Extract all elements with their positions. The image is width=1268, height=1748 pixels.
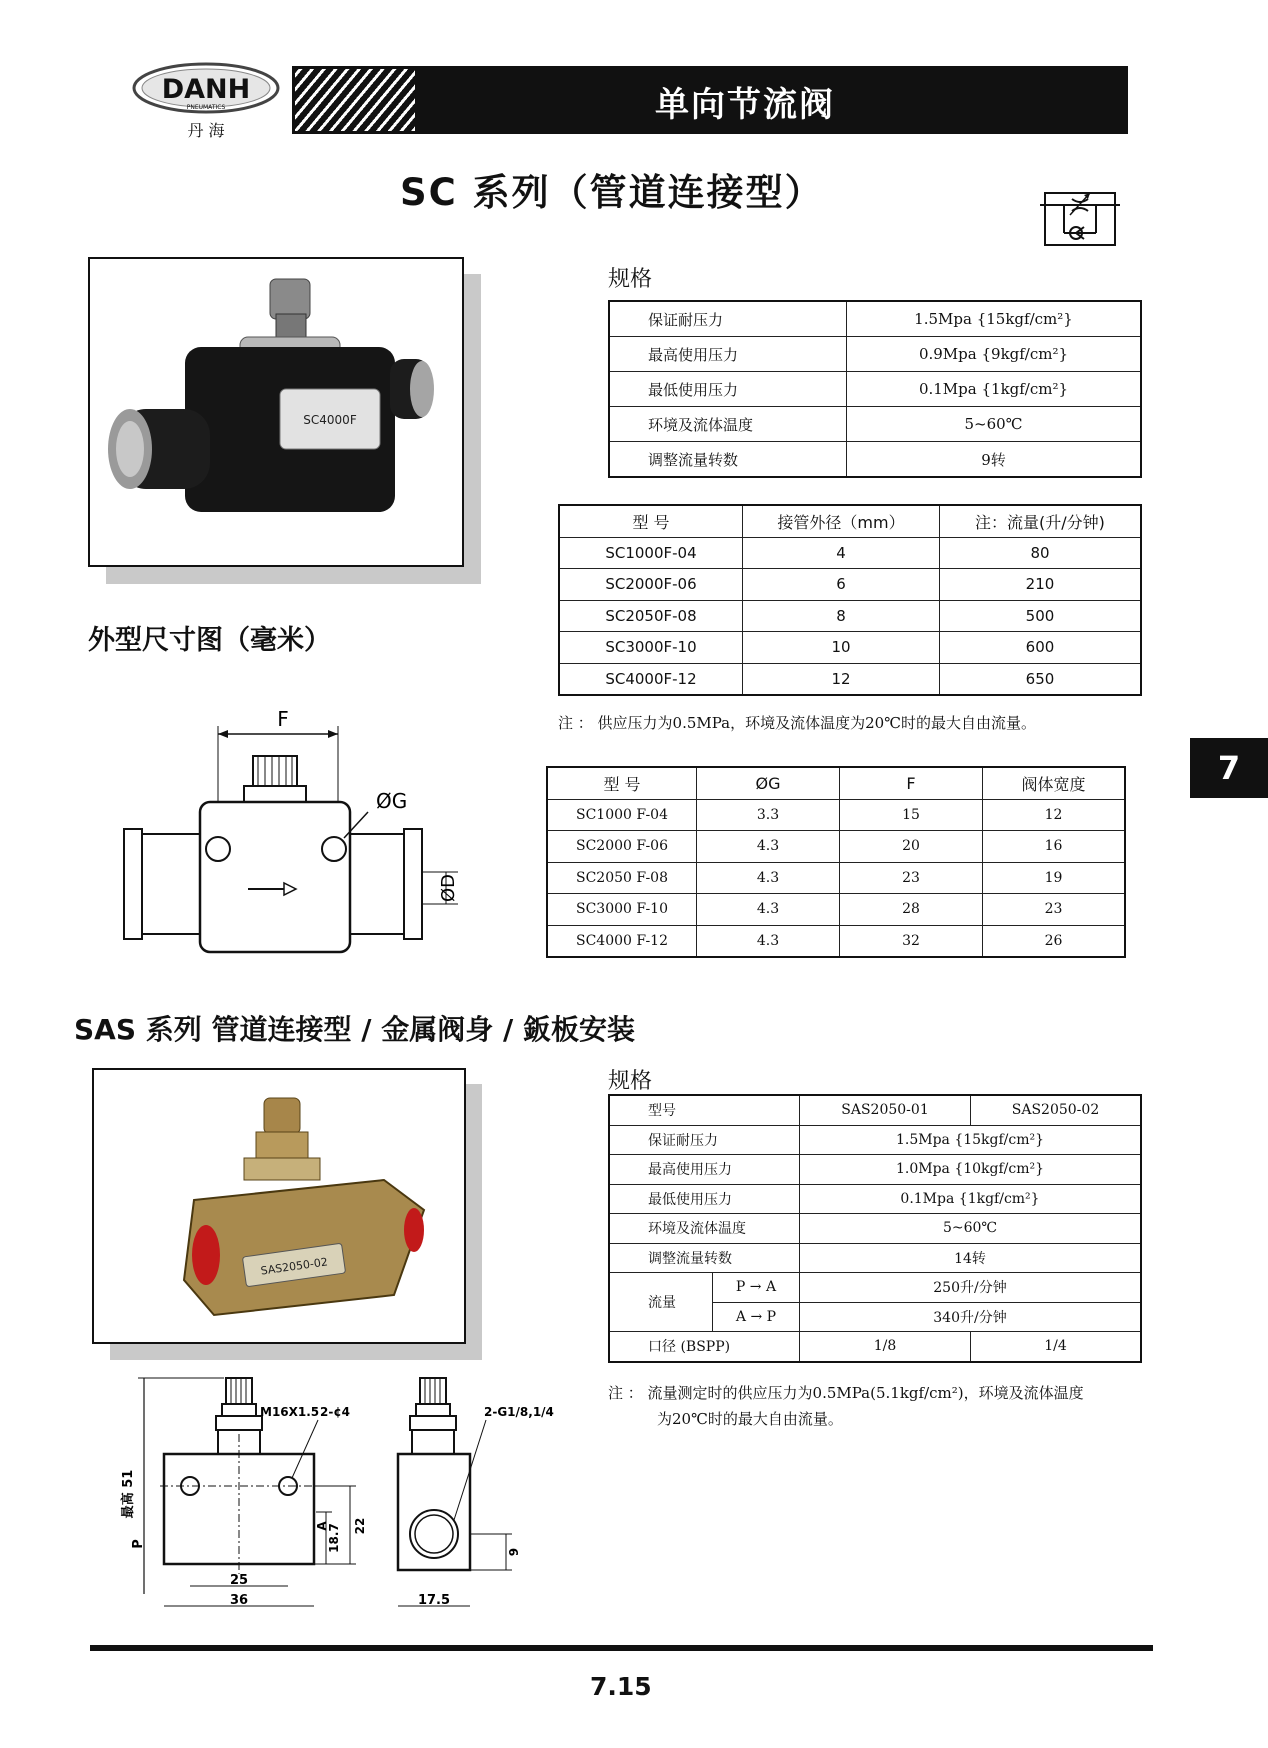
svg-text:2-¢4: 2-¢4 xyxy=(320,1405,351,1419)
svg-text:P: P xyxy=(131,1539,146,1549)
cell: 1/8 xyxy=(800,1332,971,1362)
table-row xyxy=(609,442,1141,478)
sas-spec-table xyxy=(608,1094,1142,1363)
table-header-row xyxy=(547,767,1125,799)
spec-value: 5~60℃ xyxy=(800,1214,1142,1244)
svg-text:F: F xyxy=(277,707,289,731)
spec-label: 保证耐压力 xyxy=(609,301,847,337)
cell: 4.3 xyxy=(697,831,840,863)
cell: 8 xyxy=(743,600,940,632)
danh-logo xyxy=(130,62,282,142)
sc-spec-table xyxy=(608,300,1142,478)
svg-text:DANH: DANH xyxy=(161,74,251,105)
table-row xyxy=(609,407,1141,442)
svg-text:SC4000F: SC4000F xyxy=(303,413,357,427)
cell: SC1000F-04 xyxy=(559,537,743,569)
cell: 28 xyxy=(840,894,983,926)
svg-text:18.7: 18.7 xyxy=(327,1523,341,1553)
sas-dimension-drawing xyxy=(120,1374,570,1624)
svg-text:36: 36 xyxy=(229,1593,249,1608)
cell: SAS2050-02 xyxy=(971,1095,1142,1125)
cell: 32 xyxy=(840,925,983,957)
cell: 20 xyxy=(840,831,983,863)
cell: 15 xyxy=(840,799,983,831)
svg-text:9: 9 xyxy=(507,1547,521,1557)
table-row xyxy=(609,337,1141,372)
spec-label: 流量 xyxy=(609,1273,713,1332)
svg-text:ØD: ØD xyxy=(438,873,459,903)
cell: 6 xyxy=(743,569,940,601)
spec-value: 1.0Mpa {10kgf/cm²} xyxy=(800,1155,1142,1185)
svg-text:ØG: ØG xyxy=(376,789,408,813)
cell: SC4000F-12 xyxy=(559,663,743,695)
svg-text:SAS2050-02: SAS2050-02 xyxy=(259,1255,329,1278)
cell: SC2050 F-08 xyxy=(547,862,697,894)
svg-text:PNEUMATICS: PNEUMATICS xyxy=(186,104,226,111)
cell: A → P xyxy=(713,1302,800,1332)
spec-label: 最高使用压力 xyxy=(609,337,847,372)
table-row xyxy=(559,569,1141,601)
sc-product-photo xyxy=(88,257,464,567)
cell: 4.3 xyxy=(697,862,840,894)
spec-value: 5~60℃ xyxy=(847,407,1142,442)
spec-label: 环境及流体温度 xyxy=(609,407,847,442)
spec-value: 1.5Mpa {15kgf/cm²} xyxy=(847,301,1142,337)
spec-label: 最高使用压力 xyxy=(609,1155,800,1185)
sc-series-title: SC 系列（管道连接型） xyxy=(400,171,824,214)
spec-value: 0.1Mpa {1kgf/cm²} xyxy=(847,372,1142,407)
cell: 12 xyxy=(983,799,1126,831)
col-header: 注：流量(升/分钟) xyxy=(940,505,1142,537)
table-row xyxy=(609,301,1141,337)
cell: SAS2050-01 xyxy=(800,1095,971,1125)
spec-label: 保证耐压力 xyxy=(609,1125,800,1155)
sc-spec-heading: 规格 xyxy=(608,267,653,292)
sc-note: 注 ： 供应压力为0.5MPa，环境及流体温度为20℃时的最大自由流量。 xyxy=(558,714,1036,732)
spec-value: 0.1Mpa {1kgf/cm²} xyxy=(800,1184,1142,1214)
table-row xyxy=(547,862,1125,894)
col-header: ØG xyxy=(697,767,840,799)
table-row xyxy=(547,799,1125,831)
table-row xyxy=(547,894,1125,926)
cell: 12 xyxy=(743,663,940,695)
spec-value: 340升/分钟 xyxy=(800,1302,1142,1332)
spec-value: 250升/分钟 xyxy=(800,1273,1142,1303)
svg-text:2-G1/8,1/4: 2-G1/8,1/4 xyxy=(484,1405,554,1419)
svg-text:M16X1.5: M16X1.5 xyxy=(260,1405,320,1419)
sc-dim-heading: 外型尺寸图（毫米） xyxy=(88,625,331,656)
cell: 23 xyxy=(840,862,983,894)
table-row xyxy=(609,1125,1141,1155)
spec-label: 最低使用压力 xyxy=(609,372,847,407)
cell: 19 xyxy=(983,862,1126,894)
svg-text:25: 25 xyxy=(229,1573,249,1588)
cell: 1/4 xyxy=(971,1332,1142,1362)
table-row xyxy=(559,600,1141,632)
table-row xyxy=(609,1243,1141,1273)
table-row xyxy=(609,1273,1141,1303)
sc-dimension-drawing xyxy=(118,704,478,964)
table-row xyxy=(609,1155,1141,1185)
cell: 16 xyxy=(983,831,1126,863)
cell: 3.3 xyxy=(697,799,840,831)
cell: 210 xyxy=(940,569,1142,601)
spec-label: 最低使用压力 xyxy=(609,1184,800,1214)
banner-title: 单向节流阀 xyxy=(655,85,835,125)
cell: SC2000 F-06 xyxy=(547,831,697,863)
col-header: 型 号 xyxy=(559,505,743,537)
table-row xyxy=(547,831,1125,863)
cell: 26 xyxy=(983,925,1126,957)
table-row xyxy=(609,1184,1141,1214)
cell: 80 xyxy=(940,537,1142,569)
col-header: 阀体宽度 xyxy=(983,767,1126,799)
sc-dimension-table xyxy=(546,766,1126,958)
cell: 4.3 xyxy=(697,925,840,957)
table-row xyxy=(559,663,1141,695)
page-number: 7.15 xyxy=(590,1672,652,1701)
spec-value: 14转 xyxy=(800,1243,1142,1273)
table-header-row xyxy=(559,505,1141,537)
sc-model-table xyxy=(558,504,1142,696)
cell: 4 xyxy=(743,537,940,569)
svg-text:A: A xyxy=(315,1521,329,1531)
cell: SC4000 F-12 xyxy=(547,925,697,957)
cell: 4.3 xyxy=(697,894,840,926)
table-row xyxy=(609,1332,1141,1362)
cell: P → A xyxy=(713,1273,800,1303)
cell: 型号 xyxy=(609,1095,800,1125)
spec-value: 1.5Mpa {15kgf/cm²} xyxy=(800,1125,1142,1155)
cell: SC1000 F-04 xyxy=(547,799,697,831)
cell: 600 xyxy=(940,632,1142,664)
table-header-row xyxy=(609,1095,1141,1125)
sas-note-line2: 为20℃时的最大自由流量。 xyxy=(657,1410,843,1428)
table-row xyxy=(609,372,1141,407)
cell: 10 xyxy=(743,632,940,664)
spec-value: 0.9Mpa {9kgf/cm²} xyxy=(847,337,1142,372)
cell: 650 xyxy=(940,663,1142,695)
spec-label: 口径 (BSPP) xyxy=(609,1332,800,1362)
table-row xyxy=(547,925,1125,957)
cell: SC3000F-10 xyxy=(559,632,743,664)
cell: SC3000 F-10 xyxy=(547,894,697,926)
spec-value: 9转 xyxy=(847,442,1142,478)
chapter-tab: 7 xyxy=(1190,738,1268,798)
spec-label: 调整流量转数 xyxy=(609,1243,800,1273)
sas-note-line1: 注 ： 流量测定时的供应压力为0.5MPa(5.1kgf/cm²)，环境及流体温度 xyxy=(608,1384,1084,1402)
header-banner xyxy=(292,66,1128,134)
cell: 23 xyxy=(983,894,1126,926)
spec-label: 环境及流体温度 xyxy=(609,1214,800,1244)
cell: SC2000F-06 xyxy=(559,569,743,601)
spec-label: 调整流量转数 xyxy=(609,442,847,478)
cell: SC2050F-08 xyxy=(559,600,743,632)
sas-product-photo xyxy=(92,1068,466,1344)
svg-text:22: 22 xyxy=(353,1517,367,1535)
svg-text:丹 海: 丹 海 xyxy=(187,121,225,140)
table-row xyxy=(609,1214,1141,1244)
svg-text:最高 51: 最高 51 xyxy=(121,1469,136,1519)
check-valve-symbol-icon xyxy=(1040,185,1120,251)
svg-text:17.5: 17.5 xyxy=(417,1593,451,1608)
table-row xyxy=(559,632,1141,664)
col-header: 型 号 xyxy=(547,767,697,799)
col-header: F xyxy=(840,767,983,799)
footer-rule xyxy=(90,1645,1153,1651)
sas-spec-heading: 规格 xyxy=(608,1069,653,1094)
banner-hatch xyxy=(295,69,415,131)
col-header: 接管外径（mm） xyxy=(743,505,940,537)
sas-series-title: SAS 系列 管道连接型 / 金属阀身 / 鈑板安装 xyxy=(74,1013,635,1046)
cell: 500 xyxy=(940,600,1142,632)
table-row xyxy=(559,537,1141,569)
